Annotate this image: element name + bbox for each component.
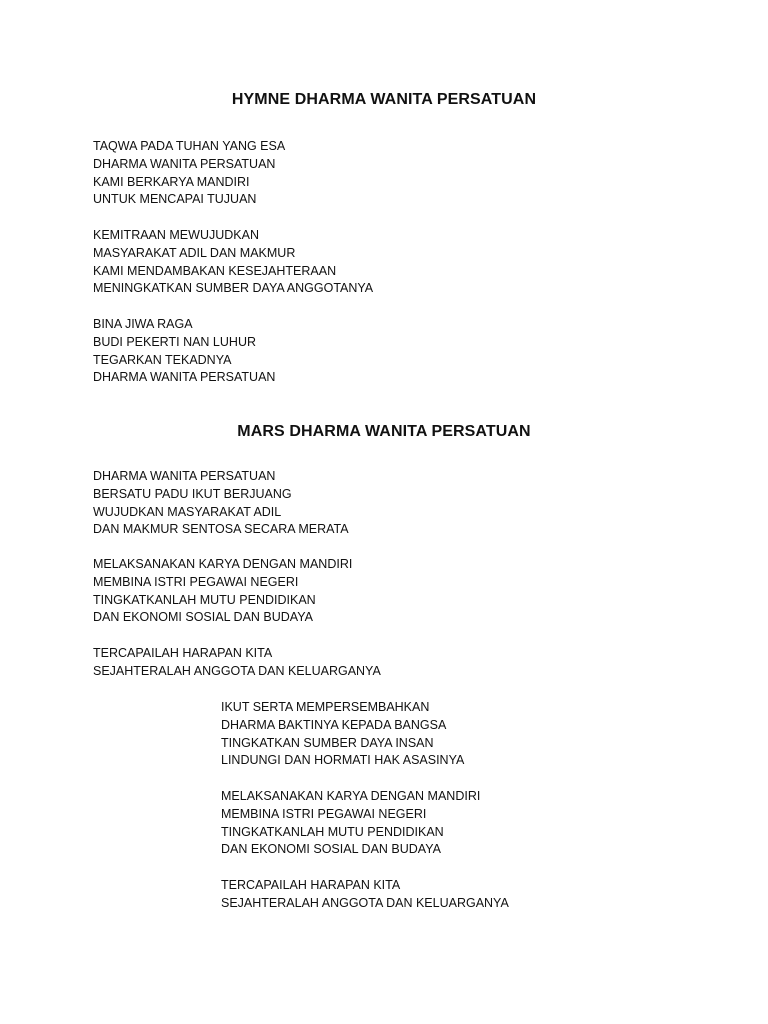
mars-title: MARS DHARMA WANITA PERSATUAN (237, 423, 531, 440)
lyric-line: KAMI MENDAMBAKAN KESEJAHTERAAN (93, 263, 337, 278)
lyric-line: DAN EKONOMI SOSIAL DAN BUDAYA (221, 842, 441, 857)
lyric-line: LINDUNGI DAN HORMATI HAK ASASINYA (221, 753, 465, 768)
mars-stanza-4 (221, 699, 464, 770)
lyric-line: BUDI PEKERTI NAN LUHUR (93, 334, 256, 349)
hymne-stanza-1 (93, 138, 285, 209)
lyric-line: DHARMA WANITA PERSATUAN (93, 469, 276, 483)
lyric-line: DHARMA BAKTINYA KEPADA BANGSA (221, 717, 447, 732)
lyric-line: KEMITRAAN MEWUJUDKAN (93, 228, 259, 242)
hymne-stanza-3 (93, 316, 275, 387)
hymne-stanza-2 (93, 227, 373, 298)
lyric-line: WUJUDKAN MASYARAKAT ADIL (93, 504, 282, 519)
mars-stanza-5 (221, 788, 480, 859)
lyric-line: DAN EKONOMI SOSIAL DAN BUDAYA (93, 610, 313, 625)
lyric-line: BERSATU PADU IKUT BERJUANG (93, 486, 292, 501)
lyric-line: BINA JIWA RAGA (93, 317, 193, 331)
lyric-line: TEGARKAN TEKADNYA (93, 352, 232, 367)
lyric-line: MEMBINA ISTRI PEGAWAI NEGERI (93, 574, 299, 589)
lyric-line: DHARMA WANITA PERSATUAN (93, 156, 276, 171)
lyric-line: TINGKATKAN SUMBER DAYA INSAN (221, 735, 434, 750)
mars-stanza-2 (93, 556, 352, 627)
lyric-line: MELAKSANAKAN KARYA DENGAN MANDIRI (221, 789, 481, 803)
lyric-line: SEJAHTERALAH ANGGOTA DAN KELUARGANYA (221, 895, 509, 910)
lyric-line: TINGKATKANLAH MUTU PENDIDIKAN (221, 824, 444, 839)
lyric-line: TERCAPAILAH HARAPAN KITA (221, 878, 401, 892)
lyric-line: SEJAHTERALAH ANGGOTA DAN KELUARGANYA (93, 663, 381, 678)
lyric-line: TINGKATKANLAH MUTU PENDIDIKAN (93, 592, 316, 607)
lyric-line: MEMBINA ISTRI PEGAWAI NEGERI (221, 806, 427, 821)
lyric-line: TAQWA PADA TUHAN YANG ESA (93, 139, 286, 153)
lyric-line: KAMI BERKARYA MANDIRI (93, 174, 250, 189)
hymne-title: HYMNE DHARMA WANITA PERSATUAN (231, 91, 537, 108)
lyric-line: UNTUK MENCAPAI TUJUAN (93, 192, 257, 207)
mars-stanza-6 (221, 877, 509, 913)
lyric-line: MENINGKATKAN SUMBER DAYA ANGGOTANYA (93, 281, 374, 296)
lyric-line: TERCAPAILAH HARAPAN KITA (93, 646, 273, 660)
lyric-line: DAN MAKMUR SENTOSA SECARA MERATA (93, 522, 349, 537)
lyric-line: MASYARAKAT ADIL DAN MAKMUR (93, 245, 296, 260)
mars-stanza-1 (93, 468, 349, 539)
mars-stanza-3 (93, 645, 381, 681)
lyric-line: DHARMA WANITA PERSATUAN (93, 370, 276, 385)
lyric-line: IKUT SERTA MEMPERSEMBAHKAN (221, 700, 430, 714)
lyric-line: MELAKSANAKAN KARYA DENGAN MANDIRI (93, 557, 353, 571)
